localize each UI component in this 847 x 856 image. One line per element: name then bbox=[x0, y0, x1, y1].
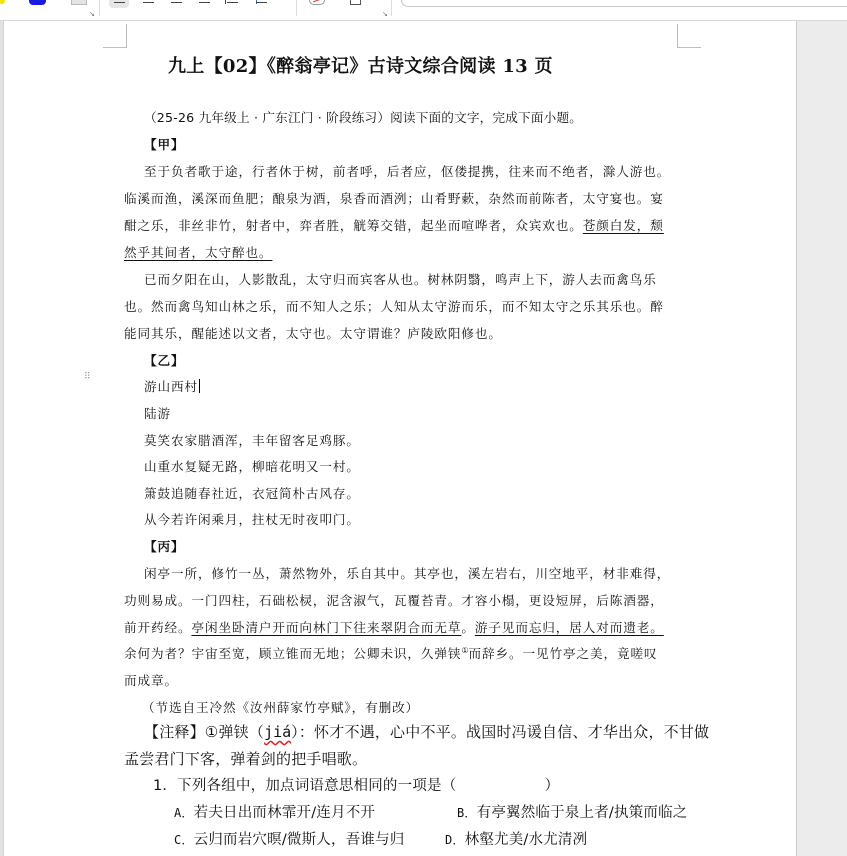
bing-line4-b: 而辞乡。一见竹亭之美，竟嗟叹 bbox=[468, 646, 658, 661]
poem-line-1: 莫笑农家腊酒浑，丰年留客足鸡豚。 bbox=[144, 433, 360, 448]
pinyin-spellcheck[interactable]: jiá bbox=[264, 723, 292, 741]
annotation-line2: 孟尝君门下客，弹着剑的把手唱歌。 bbox=[124, 750, 368, 768]
option-c bbox=[174, 828, 405, 849]
section-label-jia: 【甲】 bbox=[144, 137, 185, 152]
drag-handle-icon[interactable]: ⠿ bbox=[84, 372, 92, 382]
document-page[interactable] bbox=[4, 21, 797, 856]
bing-line4-a: 余何为者？宇宙至宽，顾立锥而无地；公卿未识，久弹铗 bbox=[124, 646, 462, 661]
poem-line-2: 山重水复疑无路，柳暗花明又一村。 bbox=[144, 459, 360, 474]
line-spacing-button[interactable] bbox=[251, 0, 271, 8]
document-title: 九上【02】《醉翁亭记》古诗文综合阅读 13 页 bbox=[168, 56, 553, 77]
option-d-text: 林壑尤美/水尤清冽 bbox=[464, 832, 588, 848]
section-label-yi: 【乙】 bbox=[144, 353, 185, 368]
bing-line3-plain: 前开药经。 bbox=[124, 620, 192, 635]
font-group-launcher-icon[interactable]: ↘ bbox=[89, 10, 95, 18]
justify-button[interactable] bbox=[194, 0, 214, 8]
highlight-color-button[interactable] bbox=[0, 0, 5, 4]
option-c-label: C． bbox=[174, 833, 194, 847]
group-separator bbox=[296, 0, 297, 16]
option-b-label: B． bbox=[457, 806, 477, 820]
poem-title-text: 游山西村 bbox=[144, 379, 198, 394]
document-canvas bbox=[0, 21, 847, 856]
underlined-sentence-a: 亭闲坐卧清户开而向林门下往来翠阴合而无草 bbox=[191, 620, 462, 635]
borders-button[interactable] bbox=[350, 0, 361, 5]
option-b-text: 有亭翼然临于泉上者/执策而临之 bbox=[476, 805, 688, 821]
crop-mark-top-left bbox=[103, 24, 127, 48]
group-separator bbox=[99, 0, 100, 16]
shading-button[interactable] bbox=[309, 0, 325, 5]
bing-line2: 功则易成。一门四柱，石础松棂，泥含淑气，瓦覆苔青。才容小榻，更设短屏，后陈酒器， bbox=[124, 593, 664, 608]
styles-gallery[interactable] bbox=[401, 0, 847, 7]
text-cursor bbox=[199, 379, 200, 393]
option-b bbox=[457, 801, 688, 822]
font-color-button[interactable] bbox=[29, 0, 46, 5]
ribbon-toolbar bbox=[0, 0, 847, 21]
distributed-align-button[interactable] bbox=[222, 0, 242, 8]
poem-title[interactable] bbox=[144, 376, 200, 395]
annotation-text: ）：怀才不遇，心中不平。战国时冯谖自信、才华出众，不甘做 bbox=[291, 723, 710, 741]
option-c-text: 云归而岩穴暝/微斯人，吾谁与归 bbox=[193, 832, 405, 848]
annotation-prefix: 【注释】①弹铗（ bbox=[144, 723, 265, 741]
option-d-label: D． bbox=[445, 833, 465, 847]
align-center-button[interactable] bbox=[138, 0, 158, 8]
group-separator bbox=[391, 0, 392, 16]
crop-mark-top-right bbox=[677, 24, 701, 48]
option-d bbox=[445, 828, 587, 849]
underlined-sentence: 苍颜白发，颓 bbox=[582, 218, 664, 233]
underlined-sentence-b: 游子见而忘归，居人对而遗老。 bbox=[474, 620, 664, 635]
paragraph-group-launcher-icon[interactable]: ↘ bbox=[382, 10, 388, 18]
jia-p1-line3-plain: 酣之乐，非丝非竹，射者中，弈者胜，觥筹交错，起坐而喧哗者，众宾欢也。 bbox=[124, 218, 583, 233]
poem-line-4: 从今若许闲乘月，拄杖无时夜叩门。 bbox=[144, 512, 360, 527]
footnote-marker: ① bbox=[461, 646, 469, 655]
poem-author: 陆游 bbox=[144, 406, 171, 421]
jia-p1-line1: 至于负者歌于途，行者休于树，前者呼，后者应，伛偻提携，往来而不绝者，滁人游也。 bbox=[144, 164, 671, 179]
char-shading-button[interactable] bbox=[71, 0, 87, 5]
jia-p2-line2: 也。然而禽鸟知山林之乐，而不知人之乐；人知从太守游而乐，而不知太守之乐其乐也。醉 bbox=[124, 299, 664, 314]
align-right-button[interactable] bbox=[166, 0, 186, 8]
bing-line5: 而成章。 bbox=[124, 673, 178, 688]
align-left-button[interactable] bbox=[109, 0, 129, 8]
option-a-label: A． bbox=[174, 806, 194, 820]
annotation-line1 bbox=[144, 721, 709, 742]
bing-line4 bbox=[124, 643, 657, 662]
bing-line3 bbox=[124, 617, 664, 636]
option-a bbox=[174, 801, 375, 822]
jia-p1-line2: 临溪而渔，溪深而鱼肥；酿泉为酒，泉香而酒洌；山肴野蔌，杂然而前陈者，太守宴也。宴 bbox=[124, 191, 664, 206]
jia-p1-line4: 然乎其间者，太守醉也。 bbox=[124, 245, 273, 260]
option-a-text: 若夫日出而林霏开/连月不开 bbox=[193, 805, 376, 821]
bing-line1: 闲亭一所，修竹一丛，萧然物外，乐自其中。其亭也，溪左岩右，川空地平，材非难得， bbox=[144, 566, 671, 581]
jia-p2-line3: 能同其乐，醒能述以文者，太守也。太守谓谁？庐陵欧阳修也。 bbox=[124, 326, 502, 341]
jia-p2-line1: 已而夕阳在山，人影散乱，太守归而宾客从也。树林阴翳，鸣声上下，游人去而禽鸟乐 bbox=[144, 272, 657, 287]
intro-text: （25-26 九年级上 · 广东江门 · 阶段练习）阅读下面的文字，完成下面小题。 bbox=[144, 110, 583, 125]
poem-line-3: 箫鼓追随春社近，衣冠简朴古风存。 bbox=[144, 486, 360, 501]
bing-line3-punct: 。 bbox=[461, 620, 475, 635]
section-label-bing: 【丙】 bbox=[144, 539, 185, 554]
question-1-stem: 1．下列各组中，加点词语意思相同的一项是（ ） bbox=[153, 778, 560, 794]
jia-p1-line3 bbox=[124, 215, 664, 234]
source-citation: （节选自王冷然《汝州薛家竹亭赋》，有删改） bbox=[142, 700, 420, 715]
